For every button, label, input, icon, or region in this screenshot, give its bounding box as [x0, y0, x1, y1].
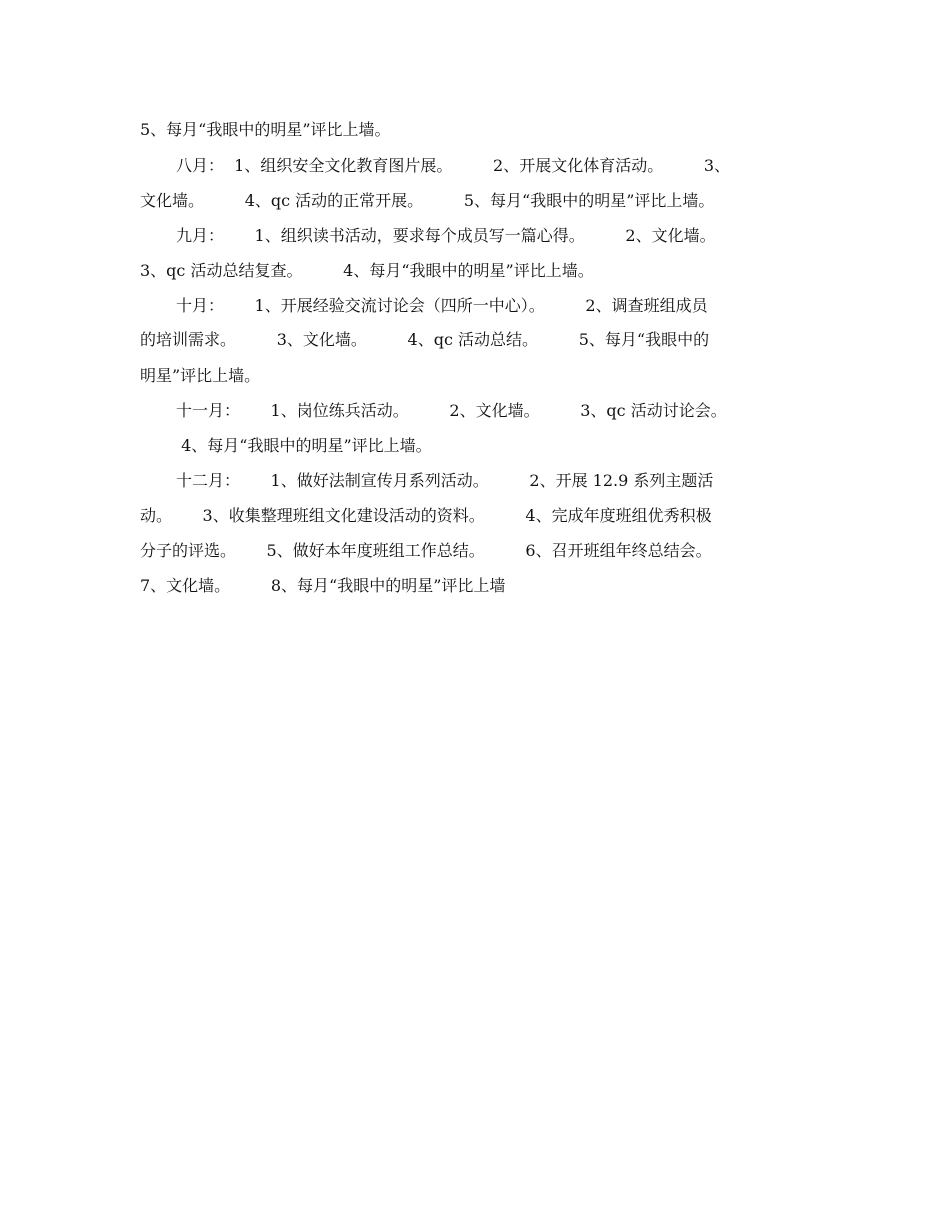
- text-line: 十月： 1、开展经验交流讨论会（四所一中心）。 2、调查班组成员: [176, 296, 708, 315]
- text-line: 八月： 1、组织安全文化教育图片展。 2、开展文化体育活动。 3、: [176, 156, 731, 175]
- text-line: 十二月： 1、做好法制宣传月系列活动。 2、开展 12.9 系列主题活: [176, 471, 714, 490]
- text-line: 4、每月“我眼中的明星”评比上墙。: [176, 436, 432, 455]
- text-line: 十一月： 1、岗位练兵活动。 2、文化墙。 3、qc 活动讨论会。: [176, 401, 727, 420]
- text-line: 明星”评比上墙。: [140, 366, 261, 385]
- text-line: 5、每月“我眼中的明星”评比上墙。: [140, 120, 391, 139]
- text-line: 动。 3、收集整理班组文化建设活动的资料。 4、完成年度班组优秀积极: [140, 506, 712, 525]
- text-line: 的培训需求。 3、文化墙。 4、qc 活动总结。 5、每月“我眼中的: [140, 330, 710, 349]
- text-line: 分子的评选。 5、做好本年度班组工作总结。 6、召开班组年终总结会。: [140, 541, 712, 560]
- text-line: 九月： 1、组织读书活动，要求每个成员写一篇心得。 2、文化墙。: [176, 226, 716, 245]
- text-line: 3、qc 活动总结复查。 4、每月“我眼中的明星”评比上墙。: [140, 261, 594, 280]
- text-line: 7、文化墙。 8、每月“我眼中的明星”评比上墙: [140, 576, 506, 595]
- text-line: 文化墙。 4、qc 活动的正常开展。 5、每月“我眼中的明星”评比上墙。: [140, 191, 715, 210]
